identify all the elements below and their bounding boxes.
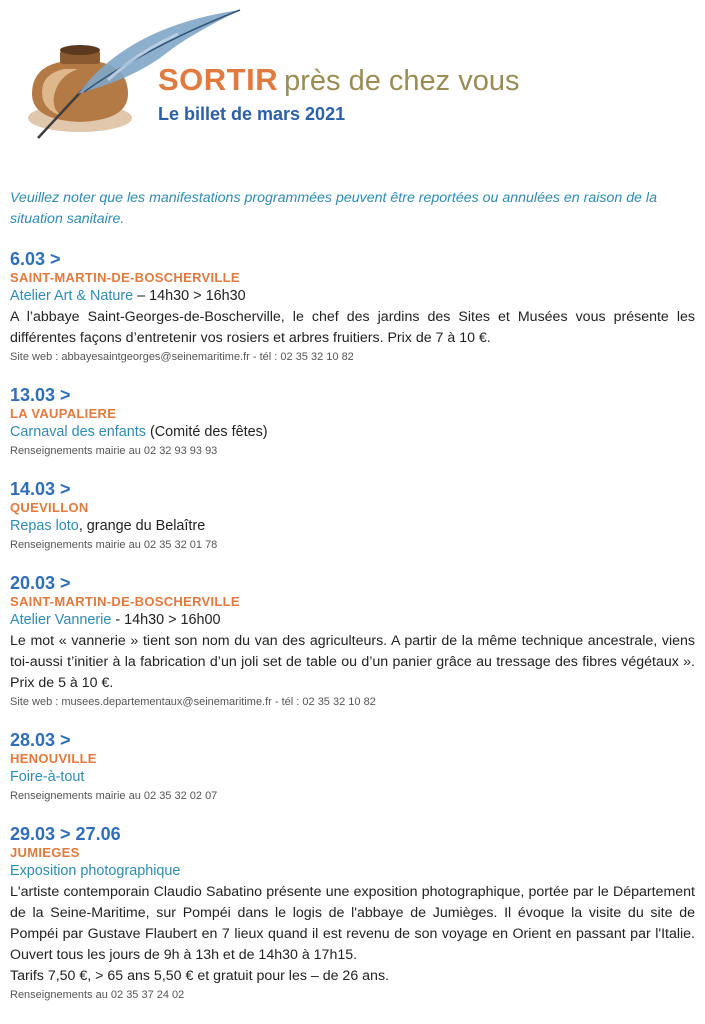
event-place: QUEVILLON [10, 500, 89, 515]
event-item [10, 729, 695, 804]
event-activity [10, 422, 695, 443]
event-date: 20.03 > [10, 573, 71, 593]
title-sortir: SORTIR [158, 62, 279, 97]
event-description: L'artiste contemporain Claudio Sabatino présente une exposition photographique, portée par le Département de la Seine-Maritime, sur Pompéi dans le logis de l'abbaye de Jumièges. Il évoque la visite du site de Pompéi par Gustave Flaubert en 7 lieux quand il est revenu de son voyage en Orient en passant par l'Italie. Ouvert tous les jours de 9h à 13h et de 14h30 à 17h15. [10, 884, 695, 963]
event-activity [10, 861, 695, 882]
event-activity [10, 286, 695, 307]
event-place: HENOUVILLE [10, 751, 97, 766]
event-item [10, 478, 695, 553]
event-info: Renseignements mairie au 02 35 32 02 07 [10, 790, 218, 802]
event-activity-name: Exposition photographique [10, 863, 181, 879]
event-date: 28.03 > [10, 730, 71, 750]
event-prices: Tarifs 7,50 €, > 65 ans 5,50 € et gratuit pour les – de 26 ans. [10, 968, 389, 984]
event-activity-rest: , grange du Belaître [78, 518, 206, 534]
event-activity-rest: – 14h30 > 16h30 [133, 288, 246, 304]
event-item [10, 248, 695, 365]
event-info: Renseignements mairie au 02 32 93 93 93 [10, 445, 218, 457]
event-date: 14.03 > [10, 479, 71, 499]
event-place: SAINT-MARTIN-DE-BOSCHERVILLE [10, 270, 240, 285]
event-date: 13.03 > [10, 385, 71, 405]
event-activity-name: Carnaval des enfants [10, 424, 146, 440]
event-activity [10, 516, 695, 537]
event-date: 29.03 > 27.06 [10, 824, 121, 844]
event-info: Site web : musees.departementaux@seinemaritime.fr - tél : 02 35 32 10 82 [10, 696, 376, 708]
event-info: Renseignements au 02 35 37 24 02 [10, 989, 185, 1001]
event-place: LA VAUPALIERE [10, 406, 117, 421]
event-activity [10, 767, 695, 788]
event-description: Le mot « vannerie » tient son nom du van des agriculteurs. A partir de la même technique ancestrale, viens toi-aussi t’initier à la fabrication d’un joli set de table ou d’un panier grâce au tressage des fibres végétaux ». Prix de 5 à 10 €. [10, 633, 695, 691]
event-item [10, 572, 695, 710]
event-activity-name: Repas loto [10, 518, 79, 534]
event-place: JUMIEGES [10, 845, 80, 860]
event-info: Site web : abbayesaintgeorges@seinemaritime.fr - tél : 02 35 32 10 82 [10, 351, 354, 363]
event-activity-name: Foire-à-tout [10, 769, 85, 785]
event-date: 6.03 > [10, 249, 61, 269]
event-activity-name: Atelier Vannerie [10, 612, 112, 628]
event-activity-rest: (Comité des fêtes) [146, 424, 268, 440]
title-rest: près de chez vous [284, 65, 520, 97]
event-info: Renseignements mairie au 02 35 32 01 78 [10, 539, 218, 551]
event-activity-name: Atelier Art & Nature [10, 288, 134, 304]
event-activity-rest: - 14h30 > 16h00 [111, 612, 221, 628]
event-item [10, 823, 695, 1003]
event-activity [10, 610, 695, 631]
event-description: A l’abbaye Saint-Georges-de-Boscherville, le chef des jardins des Sites et Musées vous présente les différentes façons d’entretenir vos rosiers et arbres fruitiers. Prix de 7 à 10 €. [10, 309, 695, 346]
event-place: SAINT-MARTIN-DE-BOSCHERVILLE [10, 594, 240, 609]
page-subtitle: Le billet de mars 2021 [158, 104, 346, 124]
page-title [158, 62, 519, 98]
event-item [10, 384, 695, 459]
notice-text: Veuillez noter que les manifestations programmées peuvent être reportées ou annulées en raison de la situation sanitaire. [10, 190, 657, 227]
page-header [0, 0, 705, 150]
events-list [10, 248, 695, 1022]
